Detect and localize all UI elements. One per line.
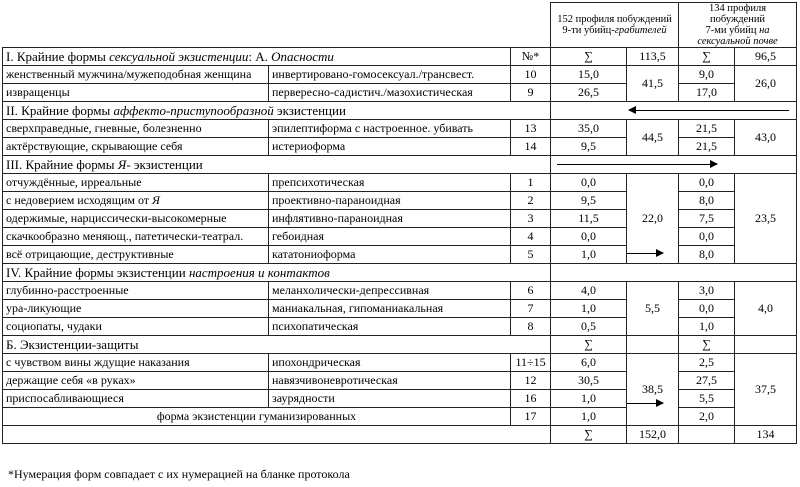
grand-total: 152,0 <box>627 426 679 444</box>
group-sum: 38,5 <box>627 354 679 426</box>
sigma-symbol: ∑ <box>679 336 735 354</box>
table-row: всё отрицающие, деструктивные кататониоформа 5 1,0 8,0 <box>3 246 797 264</box>
table-row: скачкообразно меняющ., патетически-театрал. гебоидная 4 0,0 0,0 <box>3 228 797 246</box>
group-sum: 5,5 <box>627 282 679 336</box>
table-row: с чувством вины ждущие наказания ипохондрическая 11÷15 6,0 38,5 2,5 37,5 <box>3 354 797 372</box>
table-row: держащие себя «в руках» навязчивоневротическая 12 30,5 27,5 <box>3 372 797 390</box>
group-sum: 41,5 <box>627 66 679 102</box>
section-title: IV. Крайние формы экзистенции настроения и контактов <box>3 264 551 282</box>
footnote: *Нумерация форм совпадает с их нумерацией на бланке протокола <box>8 467 350 481</box>
table-row: форма экзистенции гуманизированных 17 1,0 2,0 <box>3 408 797 426</box>
table-row: извращенцы первересно-садистич./мазохистическая 9 26,5 17,0 <box>3 84 797 102</box>
total-row <box>3 426 797 444</box>
table-row: женственный мужчина/мужеподобная женщина инвертировано-гомосексуал./трансвест. 10 15,0 41,5 9,0 26,0 <box>3 66 797 84</box>
header-group2: 134 профиля побуждений 7-ми убийц на сексуальной почве <box>679 3 797 48</box>
sigma-symbol: ∑ <box>551 48 627 66</box>
table-row: сверхправедные, гневные, болезненно эпилептиформа с настроенное. убивать 13 35,0 44,5 21,5 43,0 <box>3 120 797 138</box>
total-value: 96,5 <box>735 48 797 66</box>
arrow-right-icon <box>627 403 664 404</box>
arrow-right-icon <box>557 164 717 165</box>
total-value: 113,5 <box>627 48 679 66</box>
group-sum: 37,5 <box>735 354 797 426</box>
table-row: глубинно-расстроенные меланхолически-депрессивная 6 4,0 5,5 3,0 4,0 <box>3 282 797 300</box>
section-row <box>3 264 797 282</box>
number-header: №* <box>511 48 551 66</box>
section-title: II. Крайние формы аффекто-приступообразной экзистенции <box>3 102 551 120</box>
group-sum: 4,0 <box>735 282 797 336</box>
table-row: социопаты, чудаки психопатическая 8 0,5 1,0 <box>3 318 797 336</box>
section-title: Б. Экзистенции-защиты <box>3 336 551 354</box>
table-row: приспосабливающиеся заурядности 16 1,0 5,5 <box>3 390 797 408</box>
arrow-left-icon <box>629 110 789 111</box>
table-row: ура-ликующие маниакальная, гипоманиакальная 7 1,0 0,0 <box>3 300 797 318</box>
table-row: с недоверием исходящим от Я проективно-параноидная 2 9,5 8,0 <box>3 192 797 210</box>
table-row: одержимые, нарциссически-высокомерные инфлятивно-параноидная 3 11,5 7,5 <box>3 210 797 228</box>
sigma-symbol: ∑ <box>551 426 627 444</box>
group-sum: 44,5 <box>627 120 679 156</box>
arrow-right-icon <box>627 253 664 254</box>
sigma-symbol: ∑ <box>679 48 735 66</box>
table-row: актёрствующие, скрывающие себя истериоформа 14 9,5 21,5 <box>3 138 797 156</box>
group-sum: 23,5 <box>735 174 797 264</box>
section-row <box>3 48 797 66</box>
grand-total: 134 <box>735 426 797 444</box>
section-row <box>3 336 797 354</box>
section-row <box>3 102 797 120</box>
table-row: отчуждённые, ирреальные препсихотическая 1 0,0 22,0 0,0 23,5 <box>3 174 797 192</box>
data-table <box>2 2 797 444</box>
humanized-label: форма экзистенции гуманизированных <box>3 408 511 426</box>
section-row <box>3 156 797 174</box>
section-title: III. Крайние формы Я- экзистенции <box>3 156 551 174</box>
sigma-symbol: ∑ <box>551 336 627 354</box>
section-title: I. Крайние формы сексуальной экзистенции: А. Опасности <box>3 48 511 66</box>
group-sum: 43,0 <box>735 120 797 156</box>
group-sum: 26,0 <box>735 66 797 102</box>
group-sum: 22,0 <box>627 174 679 264</box>
header-group1: 152 профиля побуждений 9-ти убийц-грабителей <box>551 3 679 48</box>
